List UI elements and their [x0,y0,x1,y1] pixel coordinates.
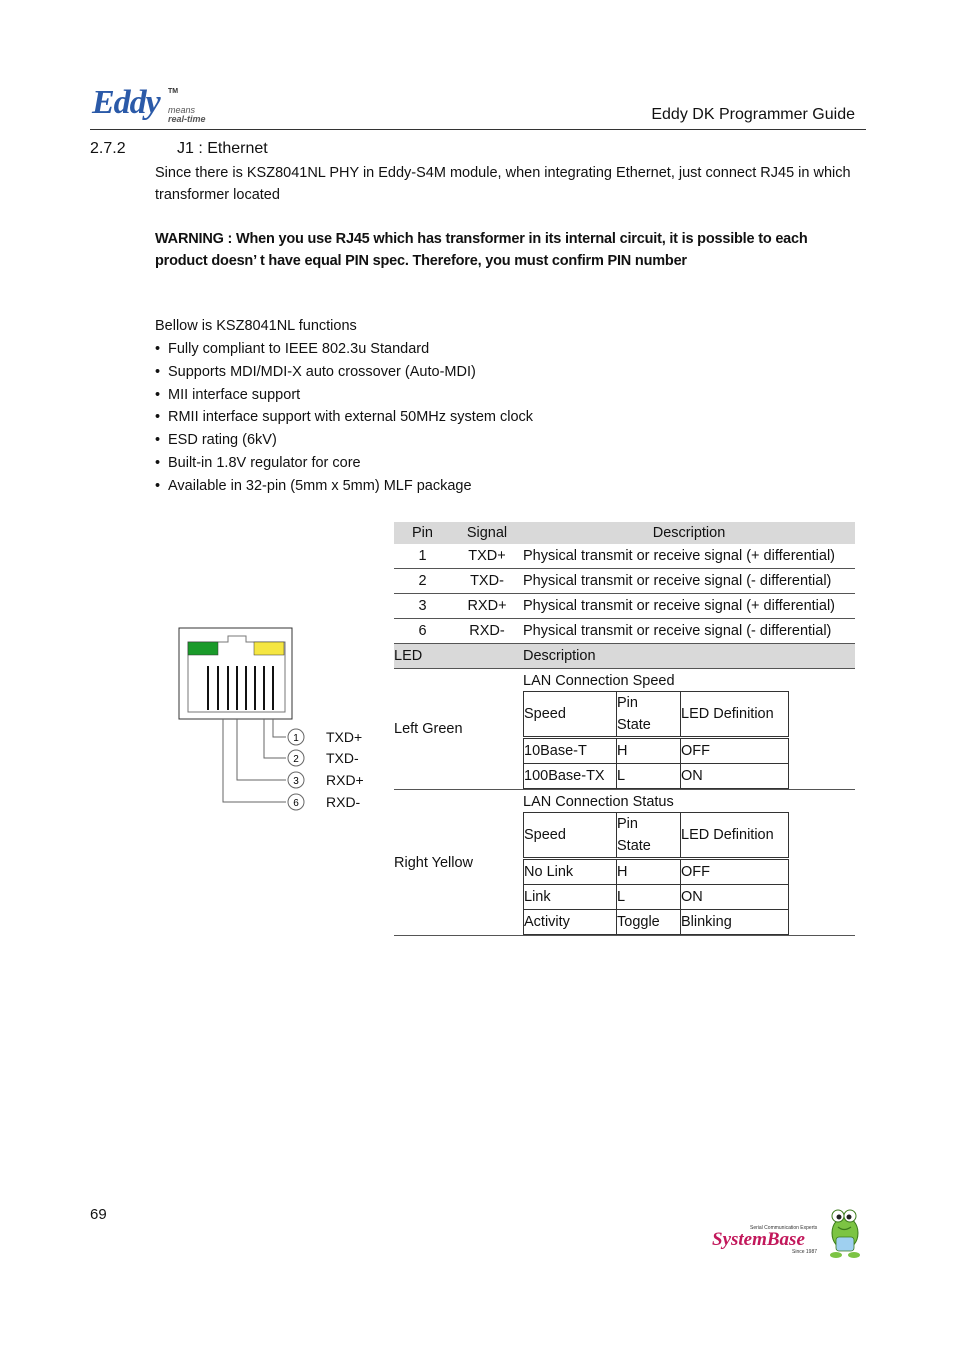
cell-led-definition: ON [681,764,789,789]
led-row-yellow [394,790,855,936]
table-row [394,619,855,644]
cell-description: Physical transmit or receive signal (+ differential) [523,594,855,619]
cell-description: Physical transmit or receive signal (- differential) [523,619,855,644]
pin-number: 6 [293,798,299,809]
frog-mascot-icon [830,1210,860,1258]
led-name: Right Yellow [394,790,523,936]
list-item: • Available in 32-pin (5mm x 5mm) MLF package [155,477,472,494]
contact-pins [208,666,273,710]
header-led: LED [394,644,523,669]
cell-pin-state: H [617,738,681,764]
led-definition-table [523,691,789,789]
list-item: • RMII interface support with external 50MHz system clock [155,409,534,426]
feature-text: Fully compliant to IEEE 802.3u Standard [168,341,430,357]
cell-pin-state: Toggle [617,910,681,935]
logo-realtime: real-time [168,114,206,124]
cell-speed: No Link [524,859,617,885]
pin-label: RXD- [326,794,361,810]
led-yellow-indicator [254,642,284,655]
col-pin: Pin [617,695,638,711]
pin-label: TXD+ [326,729,363,745]
cell-led-definition: ON [681,885,789,910]
header-led-description: Description [523,644,855,669]
table-row [524,738,789,764]
cell-speed: Link [524,885,617,910]
cell-signal: TXD+ [451,544,523,569]
col-pin: Pin [617,816,638,832]
table-header-row [524,813,789,859]
brand-since: Since 1987 [792,1249,818,1255]
section-title: J1 : Ethernet [177,140,268,157]
col-led-definition: LED Definition [681,692,789,738]
pin-number: 1 [293,733,299,744]
cell-signal: RXD+ [451,594,523,619]
rj45-connector-diagram [170,620,370,820]
header-pin: Pin [394,522,451,544]
cell-pin-state: H [617,859,681,885]
functions-intro: Bellow is KSZ8041NL functions [155,318,357,334]
col-state: State [617,838,651,854]
header-rule [90,129,866,130]
pin-label: RXD+ [326,772,364,788]
table-row [524,885,789,910]
pin-number: 3 [293,776,299,787]
led-detail [523,669,855,790]
list-item: • Built-in 1.8V regulator for core [155,454,361,471]
logo-means: means [168,105,196,115]
header-signal: Signal [451,522,523,544]
feature-list [155,338,533,498]
table-row [394,544,855,569]
systembase-logo [712,1203,864,1261]
warning-paragraph: WARNING : When you use RJ45 which has transformer in its internal circuit, it is possible to each product doesn’ t have equal PIN spec. Therefore, you must confirm PIN number [155,231,808,269]
led-caption: LAN Connection Status [523,794,674,810]
page-number: 69 [90,1206,107,1223]
intro-paragraph: Since there is KSZ8041NL PHY in Eddy-S4M module, when integrating Ethernet, just connect RJ45 in which transformer located [155,165,851,203]
feature-text: MII interface support [168,386,301,403]
header-description: Description [523,522,855,544]
led-header-row [394,644,855,669]
list-item: • MII interface support [155,386,301,403]
led-detail [523,790,855,936]
pin-labels [326,729,364,810]
cell-pin-state: L [617,885,681,910]
logo-tm: TM [168,88,179,95]
feature-text: Supports MDI/MDI-X auto crossover (Auto-MDI) [168,363,476,380]
guide-title: Eddy DK Programmer Guide [651,106,855,123]
cell-speed: 100Base-TX [524,764,617,789]
list-item: • Supports MDI/MDI-X auto crossover (Auto-MDI) [155,363,476,380]
feature-text: Built-in 1.8V regulator for core [168,454,361,471]
table-header-row [394,522,855,544]
table-header-row [524,692,789,738]
cell-led-definition: OFF [681,859,789,885]
cell-speed: Activity [524,910,617,935]
table-row [394,569,855,594]
cell-led-definition: Blinking [681,910,789,935]
eddy-logo [92,86,222,128]
pin-number-circles [288,729,304,810]
cell-description: Physical transmit or receive signal (- differential) [523,569,855,594]
logo-word: Eddy [92,84,160,121]
cell-signal: TXD- [451,569,523,594]
pin-leads [223,719,286,802]
feature-text: Available in 32-pin (5mm x 5mm) MLF package [168,477,472,494]
cell-led-definition: OFF [681,738,789,764]
cell-description: Physical transmit or receive signal (+ differential) [523,544,855,569]
section-number: 2.7.2 [90,140,126,157]
brand-name: SystemBase [712,1229,805,1250]
table-row [524,910,789,935]
led-definition-table [523,812,789,935]
col-speed: Speed [524,813,617,859]
col-led-definition: LED Definition [681,813,789,859]
cell-speed: 10Base-T [524,738,617,764]
led-green-indicator [188,642,218,655]
col-state: State [617,717,651,733]
led-caption: LAN Connection Speed [523,673,675,689]
pin-number: 2 [293,754,299,765]
brand-tagline: Serial Communication Experts [750,1225,818,1231]
cell-pin: 2 [394,569,451,594]
cell-signal: RXD- [451,619,523,644]
led-name: Left Green [394,669,523,790]
pin-label: TXD- [326,750,359,766]
cell-pin: 1 [394,544,451,569]
table-row [394,594,855,619]
table-row [524,764,789,789]
led-row-green [394,669,855,790]
list-item: • Fully compliant to IEEE 802.3u Standard [155,341,430,357]
list-item: • ESD rating (6kV) [155,432,277,449]
feature-text: RMII interface support with external 50MHz system clock [168,409,534,426]
cell-pin: 3 [394,594,451,619]
col-pin-state [617,692,681,738]
pin-description-table [394,522,855,936]
col-pin-state [617,813,681,859]
col-speed: Speed [524,692,617,738]
table-row [524,859,789,885]
cell-pin: 6 [394,619,451,644]
feature-text: ESD rating (6kV) [168,432,277,449]
cell-pin-state: L [617,764,681,789]
